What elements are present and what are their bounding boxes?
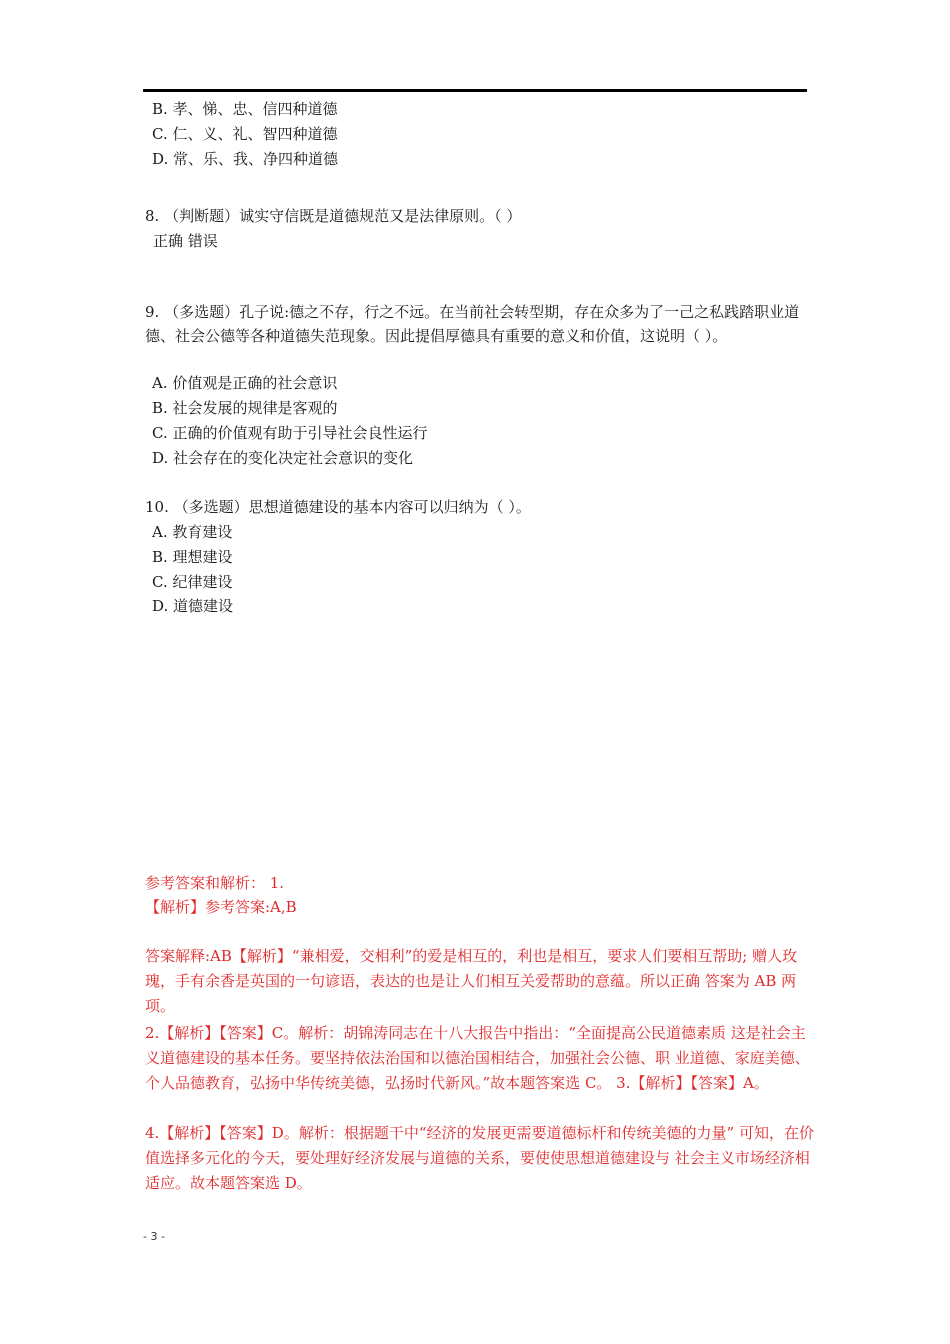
- q10-option-c: C. 纪律建设: [152, 573, 233, 591]
- answer-4: 4.【解析】【答案】D。解析：根据题干中“经济的发展更需要道德标杆和传统美德的力量” 可知，在价值选择多元化的今天，要处理好经济发展与道德的关系，要使使思想道德建设与 社会主义市场经济相适应。故本题答案选 D。: [145, 1124, 814, 1192]
- q9-option-a: A. 价值观是正确的社会意识: [152, 374, 338, 392]
- answers-heading: 参考答案和解析： 1.: [145, 874, 285, 892]
- answer-2-3: 2.【解析】【答案】C。解析：胡锦涛同志在十八大报告中指出：“全面提高公民道德素质 这是社会主义道德建设的基本任务。要坚持依法治国和以德治国相结合，加强社会公德、职 业道德、家庭美德、个人品德教育，弘扬中华传统美德，弘扬时代新风。”故本题答案选 C。 3.【解析】【答案】A。: [145, 1024, 810, 1092]
- q8-stem: 8. （判断题）诚实守信既是道德规范又是法律原则。（ ）: [145, 207, 522, 225]
- q7-option-b: B. 孝、悌、忠、信四种道德: [152, 100, 338, 118]
- answer-1-explanation: 答案解释:AB【解析】“兼相爱，交相利”的爱是相互的，利也是相互，要求人们要相互帮助; 赠人玫瑰，手有余香是英国的一句谚语，表达的也是让人们相互关爱帮助的意蕴。所以正确 答案为 AB 两项。: [145, 947, 798, 1015]
- q7-option-d: D. 常、乐、我、净四种道德: [152, 150, 339, 168]
- page-number: - 3 -: [143, 1230, 165, 1243]
- q10-option-a: A. 教育建设: [152, 523, 233, 541]
- q10-option-d: D. 道德建设: [152, 597, 234, 615]
- q7-option-c: C. 仁、义、礼、智四种道德: [152, 125, 338, 143]
- q9-option-c: C. 正确的价值观有助于引导社会良性运行: [152, 424, 428, 442]
- answer-1-reference: 【解析】参考答案:A,B: [145, 898, 297, 916]
- q9-option-d: D. 社会存在的变化决定社会意识的变化: [152, 449, 414, 467]
- q9-option-b: B. 社会发展的规律是客观的: [152, 399, 338, 417]
- q10-option-b: B. 理想建设: [152, 548, 233, 566]
- header-rule: [143, 89, 807, 92]
- q9-stem: 9. （多选题）孔子说:德之不存，行之不远。在当前社会转型期，存在众多为了一己之私践踏职业道 德、社会公德等各种道德失范现象。因此提倡厚德具有重要的意义和价值，这说明（ ）。: [145, 303, 800, 345]
- q10-stem: 10. （多选题）思想道德建设的基本内容可以归纳为（ ）。: [145, 498, 531, 516]
- q8-choices: 正确 错误: [153, 232, 218, 250]
